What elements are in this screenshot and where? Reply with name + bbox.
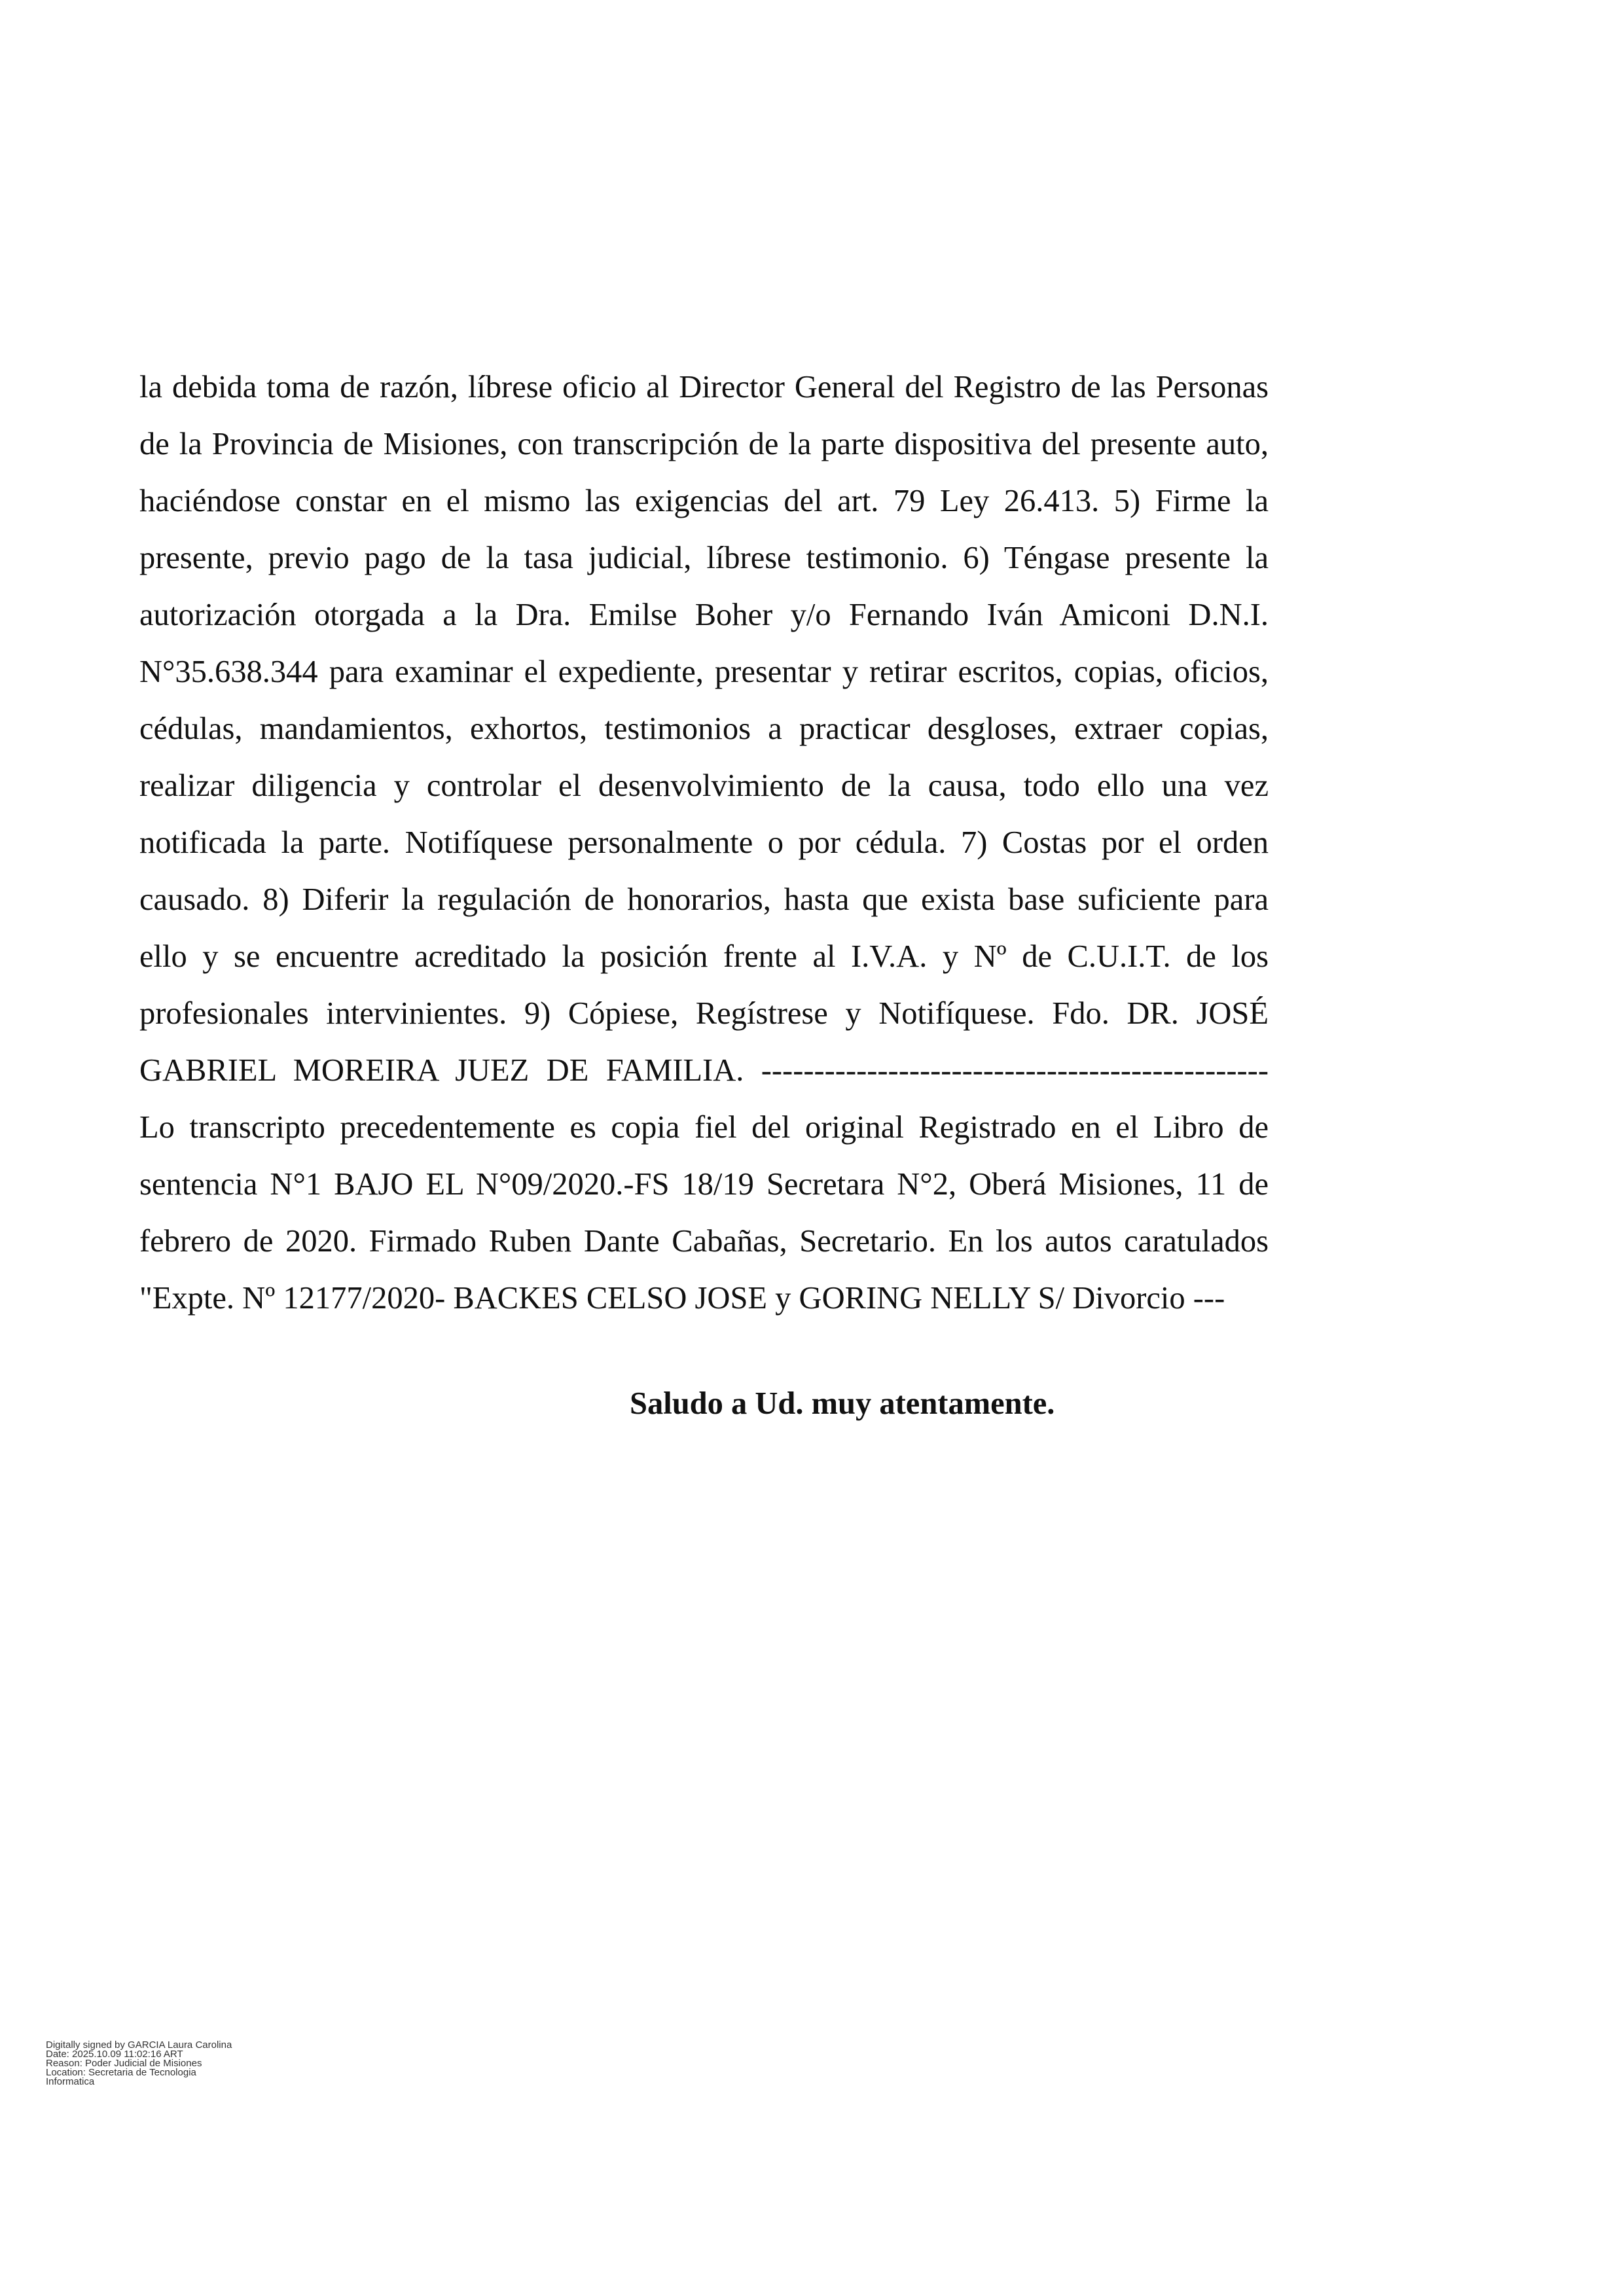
digital-signature-block [46,2041,308,2087]
body-line: GABRIEL MOREIRA JUEZ DE FAMILIA. ------------------------------------------------ [139,1053,1269,1088]
body-line: causado. 8) Diferir la regulación de honorarios, hasta que exista base suficiente para [139,882,1269,917]
body-line: notificada la parte. Notifíquese personalmente o por cédula. 7) Costas por el orden [139,825,1269,860]
signature-reason: Reason: Poder Judicial de Misiones [46,2058,202,2069]
body-line: N°35.638.344 para examinar el expediente, presentar y retirar escritos, copias, oficios, [139,655,1269,689]
body-line: sentencia N°1 BAJO EL N°09/2020.-FS 18/19 Secretara N°2, Oberá Misiones, 11 de [139,1167,1269,1202]
body-line: febrero de 2020. Firmado Ruben Dante Cabañas, Secretario. En los autos caratulados [139,1224,1269,1259]
body-line: la debida toma de razón, líbrese oficio al Director General del Registro de las Personas [139,370,1269,404]
body-line: presente, previo pago de la tasa judicial, líbrese testimonio. 6) Téngase presente la [139,541,1269,575]
body-line: realizar diligencia y controlar el desenvolvimiento de la causa, todo ello una vez [139,768,1269,803]
signature-date: Date: 2025.10.09 11:02:16 ART [46,2049,183,2060]
body-line: autorización otorgada a la Dra. Emilse Boher y/o Fernando Iván Amiconi D.N.I. [139,598,1269,632]
body-line: profesionales intervinientes. 9) Cópiese, Regístrese y Notifíquese. Fdo. DR. JOSÉ [139,996,1269,1031]
body-line: haciéndose constar en el mismo las exigencias del art. 79 Ley 26.413. 5) Firme la [139,484,1269,518]
body-line: Lo transcripto precedentemente es copia fiel del original Registrado en el Libro de [139,1110,1269,1145]
body-line: ello y se encuentre acreditado la posición frente al I.V.A. y Nº de C.U.I.T. de los [139,939,1269,974]
body-line: cédulas, mandamientos, exhortos, testimonios a practicar desgloses, extraer copias, [139,711,1269,746]
signature-location: Location: Secretaria de Tecnologia [46,2067,196,2078]
closing-text: Saludo a Ud. muy atentamente. [630,1386,1055,1421]
body-line: "Expte. Nº 12177/2020- BACKES CELSO JOSE y GORING NELLY S/ Divorcio --- [139,1281,1225,1316]
body-line: de la Provincia de Misiones, con transcripción de la parte dispositiva del presente auto, [139,427,1269,461]
body-paragraph [139,359,1269,1327]
signature-signer: Digitally signed by GARCIA Laura Carolina [46,2039,232,2051]
signature-location-cont: Informatica [46,2076,95,2087]
